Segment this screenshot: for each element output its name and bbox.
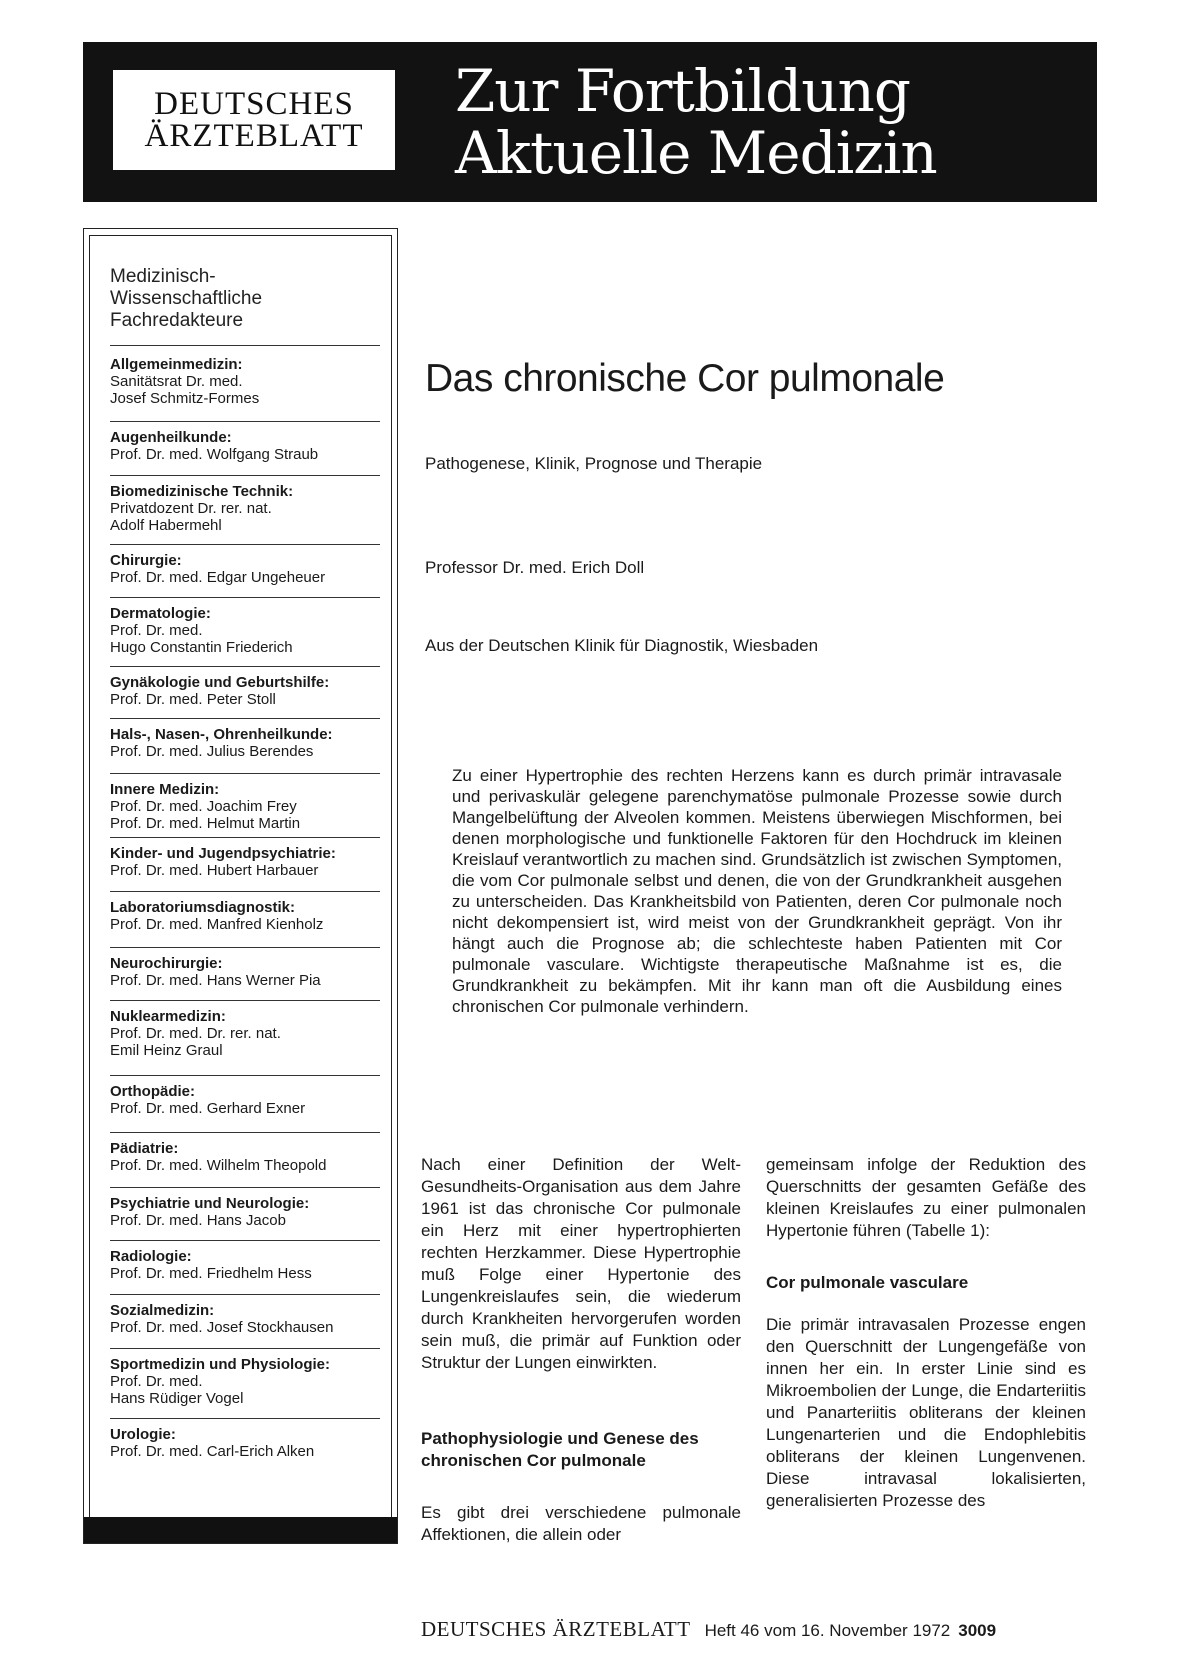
divider xyxy=(110,475,380,476)
editor-names: Prof. Dr. med. Gerhard Exner xyxy=(110,1100,306,1117)
specialty-label: Hals-, Nasen-, Ohrenheilkunde: xyxy=(110,726,333,743)
page-number: 3009 xyxy=(958,1621,997,1640)
specialty-label: Dermatologie: xyxy=(110,605,211,622)
divider xyxy=(110,1240,380,1241)
editor-entry xyxy=(110,1248,390,1282)
editor-names: Prof. Dr. med. Joachim Frey Prof. Dr. med. Helmut Martin xyxy=(110,798,301,832)
article-author: Professor Dr. med. Erich Doll xyxy=(425,558,645,577)
divider xyxy=(110,1075,380,1076)
divider xyxy=(110,1348,380,1349)
editors-frame xyxy=(89,235,392,1543)
divider xyxy=(110,837,380,838)
paragraph: gemeinsam infolge der Reduktion des Querschnitts der gesamten Gefäße des kleinen Kreislaufes zu einer pulmonalen Hypertonie führen (Tabelle 1): xyxy=(766,1155,1086,1240)
editor-entry xyxy=(110,1356,390,1407)
editor-names: Prof. Dr. med. Hans Werner Pia xyxy=(110,972,321,989)
divider xyxy=(110,1132,380,1133)
editor-entry xyxy=(110,1426,390,1460)
divider xyxy=(110,345,380,346)
masthead-line-1: DEUTSCHES xyxy=(154,86,354,122)
editor-entry xyxy=(110,899,390,933)
article-title: Das chronische Cor pulmonale xyxy=(425,357,945,400)
divider xyxy=(110,597,380,598)
divider xyxy=(110,947,380,948)
editor-entry xyxy=(110,726,390,760)
specialty-label: Psychiatrie und Neurologie: xyxy=(110,1195,310,1212)
specialty-label: Sportmedizin und Physiologie: xyxy=(110,1356,331,1373)
editor-names: Prof. Dr. med. Hans Rüdiger Vogel xyxy=(110,1373,244,1407)
paragraph: Nach einer Definition der Welt-Gesundheits-Organisation aus dem Jahre 1961 ist das chronische Cor pulmonale ein Herz mit einer hypertrophierten rechten Herzkammer. Diese Hypertrophie muß Folge einer Hypertonie des Lungenkreislaufes sein, die wiederum durch Krankheiten hervorgerufen worden sein muß, die primär auf Funktion oder Struktur der Lungen einwirkten. xyxy=(421,1155,741,1372)
editor-names: Privatdozent Dr. rer. nat. Adolf Habermehl xyxy=(110,500,272,534)
article-subtitle: Pathogenese, Klinik, Prognose und Therapie xyxy=(425,454,763,473)
journal-masthead xyxy=(113,70,395,170)
specialty-label: Gynäkologie und Geburtshilfe: xyxy=(110,674,330,691)
editor-names: Prof. Dr. med. Peter Stoll xyxy=(110,691,276,708)
editor-entry xyxy=(110,605,390,656)
editors-footer-bar xyxy=(84,1517,397,1543)
editor-names: Prof. Dr. med. Julius Berendes xyxy=(110,743,314,760)
editor-entry xyxy=(110,1140,390,1174)
paragraph: Die primär intravasalen Prozesse engen den Querschnitt der Lungengefäße von innen her ein. In erster Linie sind es Mikroembolien der Lunge, die Endarteriitis und Panarteriitis obliterans der kleinen Lungenarterien und die Endophlebitis obliterans der kleinen Lungenvenen. Diese intravasal lokalisierten, generalisierten Prozesse des xyxy=(766,1315,1086,1510)
editor-names: Prof. Dr. med. Josef Stockhausen xyxy=(110,1319,334,1336)
editor-names: Sanitätsrat Dr. med. Josef Schmitz-Formes xyxy=(110,373,260,407)
editor-names: Prof. Dr. med. Carl-Erich Alken xyxy=(110,1443,315,1460)
footer-journal: DEUTSCHES ÄRZTEBLATT xyxy=(421,1617,691,1641)
divider xyxy=(110,891,380,892)
specialty-label: Nuklearmedizin: xyxy=(110,1008,226,1025)
section-title-line-1: Zur Fortbildung xyxy=(455,57,911,125)
editor-entry xyxy=(110,356,390,407)
editors-heading: Medizinisch- Wissenschaftliche Fachredakteure xyxy=(110,266,263,331)
divider xyxy=(110,421,380,422)
specialty-label: Neurochirurgie: xyxy=(110,955,223,972)
body-column-1 xyxy=(421,1154,741,1546)
specialty-label: Augenheilkunde: xyxy=(110,429,232,446)
divider xyxy=(110,1187,380,1188)
footer-issue: Heft 46 vom 16. November 1972 xyxy=(704,1621,951,1640)
specialty-label: Sozialmedizin: xyxy=(110,1302,215,1319)
editor-entry xyxy=(110,429,390,463)
editor-entry xyxy=(110,1195,390,1229)
specialty-label: Chirurgie: xyxy=(110,552,182,569)
editor-entry xyxy=(110,552,390,586)
specialty-label: Allgemeinmedizin: xyxy=(110,356,243,373)
divider xyxy=(110,666,380,667)
divider xyxy=(110,1294,380,1295)
specialty-label: Laboratoriumsdiagnostik: xyxy=(110,899,296,916)
editor-names: Prof. Dr. med. Hubert Harbauer xyxy=(110,862,319,879)
masthead-line-2: ÄRZTEBLATT xyxy=(144,118,364,154)
section-heading: Cor pulmonale vasculare xyxy=(766,1273,969,1292)
divider xyxy=(110,773,380,774)
editor-names: Prof. Dr. med. Manfred Kienholz xyxy=(110,916,324,933)
section-title-line-2: Aktuelle Medizin xyxy=(455,119,937,187)
divider xyxy=(110,544,380,545)
editor-entry xyxy=(110,674,390,708)
editor-names: Prof. Dr. med. Wilhelm Theopold xyxy=(110,1157,327,1174)
editor-entry xyxy=(110,781,390,832)
divider xyxy=(110,718,380,719)
specialty-label: Kinder- und Jugendpsychiatrie: xyxy=(110,845,336,862)
editor-entry xyxy=(110,483,390,534)
specialty-label: Pädiatrie: xyxy=(110,1140,179,1157)
body-column-2 xyxy=(766,1154,1086,1512)
editors-sidebar xyxy=(83,228,398,1544)
header-band xyxy=(83,42,1097,202)
editor-names: Prof. Dr. med. Dr. rer. nat. Emil Heinz Graul xyxy=(110,1025,281,1059)
editor-entry xyxy=(110,845,390,879)
article-affiliation: Aus der Deutschen Klinik für Diagnostik, Wiesbaden xyxy=(425,636,819,655)
page-footer xyxy=(421,1617,996,1642)
editor-names: Prof. Dr. med. Edgar Ungeheuer xyxy=(110,569,326,586)
section-heading: Pathophysiologie und Genese des chronischen Cor pulmonale xyxy=(421,1429,699,1470)
editor-names: Prof. Dr. med. Wolfgang Straub xyxy=(110,446,319,463)
article-abstract: Zu einer Hypertrophie des rechten Herzens kann es durch primär intravasale und perivaskulär gelegene parenchymatöse pulmonale Prozesse sowie durch Mangelbelüftung der Alveolen kommen. Meistens überwiegen Mischformen, bei denen morphologische und funktionelle Faktoren für den Hochdruck im kleinen Kreislauf verantwortlich zu machen sind. Grundsätzlich ist zwischen Symptomen, die vom Cor pulmonale selbst und denen, die von der Grundkrankheit ausgehen zu unterscheiden. Das Krankheitsbild von Patienten, deren Cor pulmonale noch nicht dekompensiert ist, wird meist von der Grundkrankheit geprägt. Von ihr hängt auch die Prognose ab; die schlechteste haben Patienten mit Cor pulmonale vasculare. Wichtigste therapeutische Maßnahme ist es, die Grundkrankheit zu bekämpfen. Mit ihr kann man oft die Ausbildung eines chronischen Cor pulmonale verhindern. xyxy=(452,766,1062,1016)
divider xyxy=(110,1418,380,1419)
editor-names: Prof. Dr. med. Hans Jacob xyxy=(110,1212,286,1229)
editor-entry xyxy=(110,1083,390,1117)
section-title xyxy=(455,57,937,187)
editor-entry xyxy=(110,955,390,989)
specialty-label: Innere Medizin: xyxy=(110,781,220,798)
specialty-label: Urologie: xyxy=(110,1426,176,1443)
specialty-label: Orthopädie: xyxy=(110,1083,195,1100)
divider xyxy=(110,1000,380,1001)
paragraph: Es gibt drei verschiedene pulmonale Affektionen, die allein oder xyxy=(421,1503,741,1544)
editor-names: Prof. Dr. med. Friedhelm Hess xyxy=(110,1265,312,1282)
specialty-label: Radiologie: xyxy=(110,1248,192,1265)
specialty-label: Biomedizinische Technik: xyxy=(110,483,294,500)
editor-entry xyxy=(110,1008,390,1059)
editor-names: Prof. Dr. med. Hugo Constantin Friederich xyxy=(110,622,293,656)
editor-entry xyxy=(110,1302,390,1336)
